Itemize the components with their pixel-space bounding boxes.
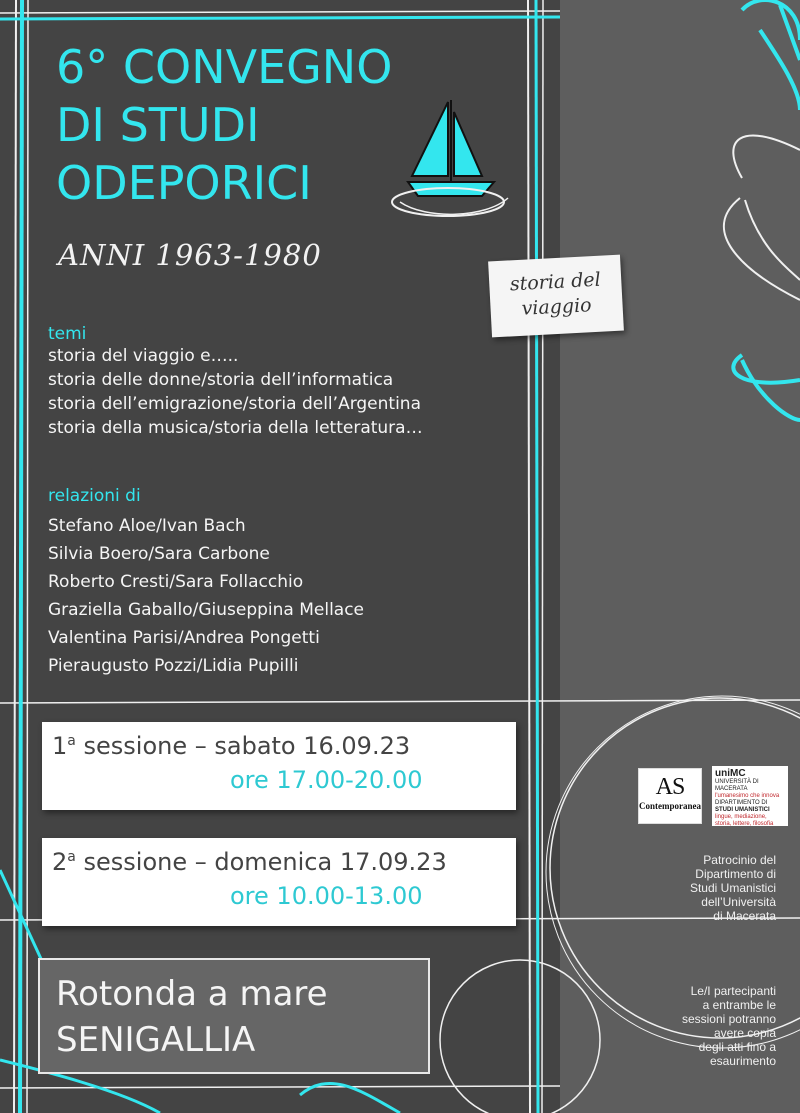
themes-label: temi [48,324,87,344]
speakers-label: relazioni di [48,486,141,506]
conference-title [56,38,392,212]
speaker-item: Stefano Aloe/Ivan Bach [48,516,246,536]
session-1-card [42,722,516,810]
theme-item: storia dell’emigrazione/storia dell’Argentina [48,394,421,414]
speaker-item: Silvia Boero/Sara Carbone [48,544,270,564]
travel-history-note [488,255,624,338]
speakers-list [48,512,364,680]
speaker-item: Valentina Parisi/Andrea Pongetti [48,628,320,648]
title-line: DI STUDI [56,98,260,152]
note-line: viaggio [521,294,593,320]
theme-item: storia delle donne/storia dell’informatica [48,370,394,390]
session-1-date: 1$^a$ sessione – sabato 16.09.23 [52,732,411,760]
theme-item: storia del viaggio e….. [48,346,239,366]
session-1-time: ore 17.00-20.00 [230,766,423,794]
title-line: ODEPORICI [56,156,312,210]
venue-box [38,958,430,1074]
participants-note: Le/I partecipanti a entrambe le sessioni potranno avere copia degli atti fino a esaurimento [681,984,776,1068]
sailboat-icon [386,98,516,222]
speaker-item: Pieraugusto Pozzi/Lidia Pupilli [48,656,299,676]
theme-item: storia della musica/storia della letteratura… [48,418,423,438]
note-line: storia del [509,268,602,296]
patronage-text: Patrocinio del Dipartimento di Studi Umanistici dell’Università di Macerata [689,853,776,923]
title-line: 6° CONVEGNO [56,40,393,94]
right-panel [560,0,800,1113]
venue-name: Rotonda a mare [56,974,328,1014]
session-2-date: 2$^a$ sessione – domenica 17.09.23 [52,848,447,876]
years-subtitle: ANNI 1963-1980 [58,238,322,272]
speaker-item: Roberto Cresti/Sara Follacchio [48,572,304,592]
session-2-time: ore 10.00-13.00 [230,882,423,910]
venue-city: SENIGALLIA [56,1020,256,1060]
themes-list [48,344,423,440]
unimc-logo: uniMC UNIVERSITÀ DI MACERATA l'umanesimo che innova DIPARTIMENTO DI STUDI UMANISTICI lingue, mediazione, storia, lettere, filosofia [712,766,788,826]
session-2-card [42,838,516,926]
as-contemporanea-logo: AS Contemporanea [638,768,702,824]
speaker-item: Graziella Gaballo/Giuseppina Mellace [48,600,365,620]
